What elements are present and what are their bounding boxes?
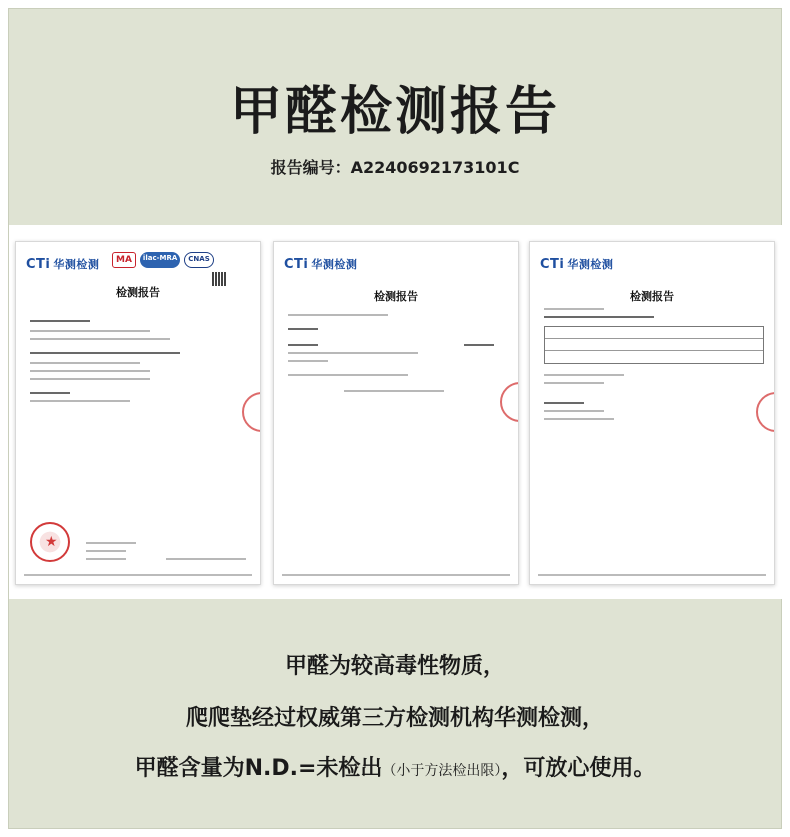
footer-line [24, 574, 252, 576]
report-page-2 [273, 241, 519, 585]
statement-line-2: 爬爬垫经过权威第三方检测机构华测检测， [185, 706, 604, 731]
brand-name-cn: 华测检测 [311, 258, 358, 271]
text-line [86, 550, 126, 552]
text-line [30, 392, 70, 394]
table-row [545, 327, 763, 339]
side-stamp [756, 392, 775, 432]
text-line [544, 308, 604, 310]
text-line [464, 344, 494, 346]
poster-frame [8, 8, 782, 829]
text-line [30, 400, 130, 402]
text-line [544, 382, 604, 384]
statement-result: 甲醛含量为N.D.=未检出 [134, 756, 383, 781]
text-line [544, 418, 614, 420]
cti-logo [26, 256, 99, 272]
ilac-logo: ilac-MRA [140, 252, 180, 268]
text-line [288, 374, 408, 376]
report-number: A2240692173101C [350, 158, 520, 177]
text-line [288, 344, 318, 346]
statement-line-3 [9, 751, 781, 782]
text-line [30, 338, 170, 340]
text-line [288, 360, 328, 362]
report-number-label: 报告编号： [270, 158, 351, 177]
report-page-1 [15, 241, 261, 585]
cti-logo [284, 256, 357, 272]
brand-name-cn: 华测检测 [53, 258, 100, 271]
report-page-3 [529, 241, 775, 585]
cnas-logo: CNAS [184, 252, 213, 268]
cti-logo [540, 256, 613, 272]
text-line [544, 410, 604, 412]
cert-logos [112, 252, 214, 268]
report-number-line [9, 155, 781, 178]
brand-name: CTi [284, 257, 309, 272]
text-line [288, 352, 418, 354]
text-line [30, 320, 90, 322]
text-line [166, 558, 246, 560]
text-line [344, 390, 444, 392]
text-line [30, 370, 150, 372]
brand-name-cn: 华测检测 [567, 258, 614, 271]
footer-line [282, 574, 510, 576]
text-line [30, 378, 150, 380]
text-line [86, 558, 126, 560]
brand-name: CTi [26, 257, 51, 272]
text-line [86, 542, 136, 544]
results-table [544, 326, 764, 364]
doc-heading: 检测报告 [116, 286, 160, 299]
side-stamp [500, 382, 519, 422]
text-line [288, 328, 318, 330]
statement-conclusion: ，可放心使用。 [501, 756, 656, 781]
text-line [544, 374, 624, 376]
doc-heading: 检测报告 [374, 290, 418, 303]
red-seal [30, 522, 70, 562]
text-line [544, 402, 584, 404]
text-line [544, 316, 654, 318]
text-line [30, 330, 150, 332]
text-line [288, 314, 388, 316]
brand-name: CTi [540, 257, 565, 272]
footer-line [538, 574, 766, 576]
doc-heading: 检测报告 [630, 290, 674, 303]
side-stamp [242, 392, 261, 432]
text-line [30, 362, 140, 364]
table-row [545, 339, 763, 351]
statement-note: （小于方法检出限） [382, 763, 502, 779]
documents-band [9, 225, 783, 599]
star-icon: ★ [45, 534, 58, 550]
statement-line-1: 甲醛为较高毒性物质， [284, 654, 505, 679]
page-title: 甲醛检测报告 [229, 82, 560, 142]
text-line [30, 352, 180, 354]
ma-logo: MA [112, 252, 136, 268]
